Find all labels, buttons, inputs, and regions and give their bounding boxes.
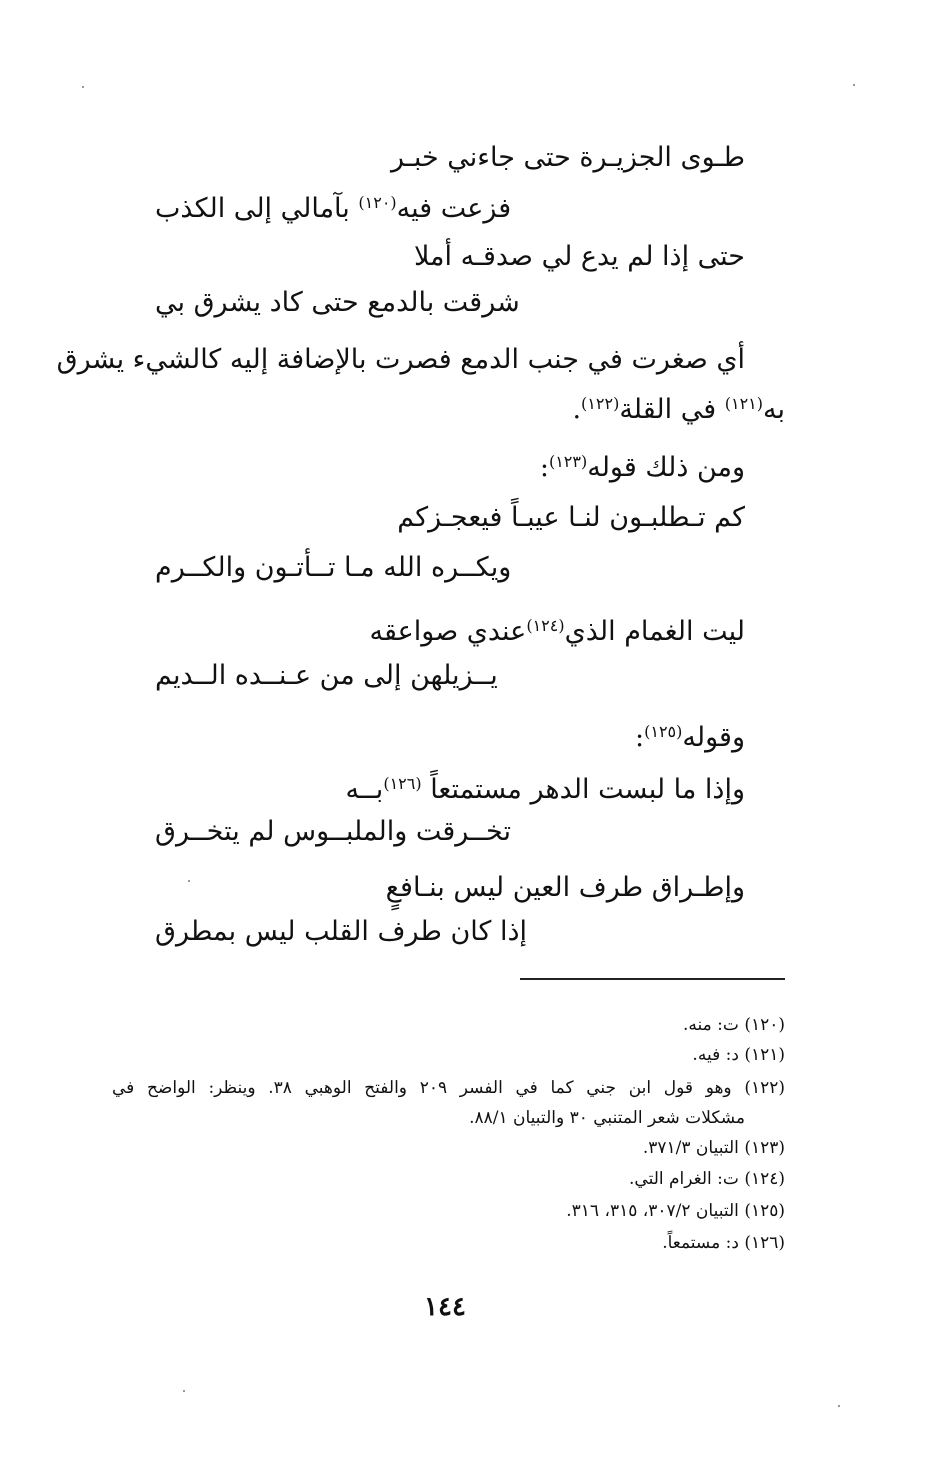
- page-number: ١٤٤: [424, 1292, 466, 1322]
- footnote-ref-123: (١٢٣): [548, 452, 588, 471]
- commentary-line-1: أي صغرت في جنب الدمع فصرت بالإضافة إليه كالشيء يشرق: [56, 344, 745, 375]
- footnote-ref-126: (١٢٦): [383, 774, 422, 793]
- verse-6-hemistich-2: إذا كان طرف القلب ليس بمطرق: [155, 916, 527, 947]
- verse-1-hemistich-2: [155, 183, 511, 229]
- footnote-text: ت: منه.: [683, 1015, 739, 1035]
- footnote-text: وهو قول ابن جني كما في الفسر ٢٠٩ والفتح الوهبي ٣٨. وينظر: الواضح في: [112, 1078, 732, 1098]
- punctuation: :: [635, 722, 645, 753]
- verse-text: ليت الغمام الذي: [564, 616, 745, 647]
- intro-text: ومن ذلك قوله: [587, 452, 745, 483]
- footnote-number: (١٢٠): [744, 1015, 785, 1035]
- verse-5-hemistich-2: تخــرقت والملبــوس لم يتخــرق: [155, 816, 511, 847]
- verse-text: فزعت فيه: [396, 193, 512, 224]
- commentary-line-2: [572, 384, 785, 430]
- footnote-ref-125: (١٢٥): [644, 722, 683, 741]
- verse-6-hemistich-1: وإطـراق طرف العين ليس بنـافعٍ: [385, 872, 745, 903]
- footnote-123: [643, 1134, 785, 1162]
- footnote-ref-121: (١٢١): [724, 394, 763, 413]
- footnote-122-continuation: مشكلات شعر المتنبي ٣٠ والتبيان ٨٨/١.: [469, 1108, 745, 1128]
- verse-text: بــه: [345, 774, 384, 805]
- footnote-text: التبيان ٣٧١/٣.: [642, 1138, 739, 1158]
- footnote-122: [112, 1074, 785, 1102]
- scan-speck: [188, 880, 190, 882]
- footnote-121: [692, 1041, 785, 1069]
- footnote-124: [629, 1165, 785, 1193]
- scan-speck: [853, 84, 855, 86]
- verse-4-hemistich-2: يــزيلهن إلى من عـنــده الــديم: [155, 660, 498, 691]
- verse-2-hemistich-1: حتى إذا لم يدع لي صدقـه أملا: [413, 241, 745, 272]
- verse-text: عندي صواعقه: [369, 616, 527, 647]
- footnote-text: التبيان ٣٠٧/٢، ٣١٥، ٣١٦.: [566, 1201, 739, 1221]
- scan-speck: [82, 86, 84, 88]
- intro-text: وقوله: [682, 722, 745, 753]
- footnote-text: د: فيه.: [692, 1045, 739, 1065]
- footnote-text: ت: الغرام التي.: [629, 1169, 739, 1189]
- scan-speck: [183, 1390, 185, 1392]
- footnote-separator: [520, 978, 785, 980]
- footnote-126: [662, 1229, 785, 1257]
- footnote-number: (١٢٤): [744, 1169, 785, 1189]
- scan-speck: [838, 1405, 840, 1407]
- punctuation: .: [572, 394, 582, 425]
- footnote-number: (١٢٢): [744, 1078, 786, 1098]
- footnote-ref-122: (١٢٢): [581, 394, 620, 413]
- footnote-number: (١٢٣): [744, 1138, 785, 1158]
- footnote-120: [683, 1011, 785, 1039]
- footnote-125: [566, 1197, 785, 1225]
- verse-text: بآمالي إلى الكذب: [155, 193, 350, 224]
- footnote-text: د: مستمعاً.: [662, 1233, 739, 1253]
- verse-3-hemistich-1: كم تـطلبـون لنـا عيبـاً فيعجـزكم: [397, 502, 745, 533]
- verse-text: وإذا ما لبست الدهر مستمتعاً: [430, 774, 745, 805]
- verse-3-hemistich-2: ويكــره الله مـا تــأتـون والكــرم: [155, 552, 512, 583]
- verse-4-hemistich-1: [370, 606, 745, 652]
- verse-5-hemistich-1: [346, 764, 746, 810]
- intro-line-1: [540, 442, 745, 488]
- footnote-number: (١٢٦): [744, 1233, 785, 1253]
- verse-1-hemistich-1: طـوى الجزيـرة حتى جاءني خبـر: [391, 142, 745, 173]
- commentary-text: به: [763, 394, 785, 425]
- verse-2-hemistich-2: شرقت بالدمع حتى كاد يشرق بي: [155, 287, 520, 318]
- punctuation: :: [539, 452, 549, 483]
- footnote-ref-124: (١٢٤): [526, 616, 565, 635]
- footnote-ref-120: (١٢٠): [358, 193, 397, 212]
- footnote-number: (١٢١): [744, 1045, 785, 1065]
- footnote-number: (١٢٥): [744, 1201, 785, 1221]
- commentary-text: في القلة: [619, 394, 717, 425]
- intro-line-2: [635, 712, 745, 758]
